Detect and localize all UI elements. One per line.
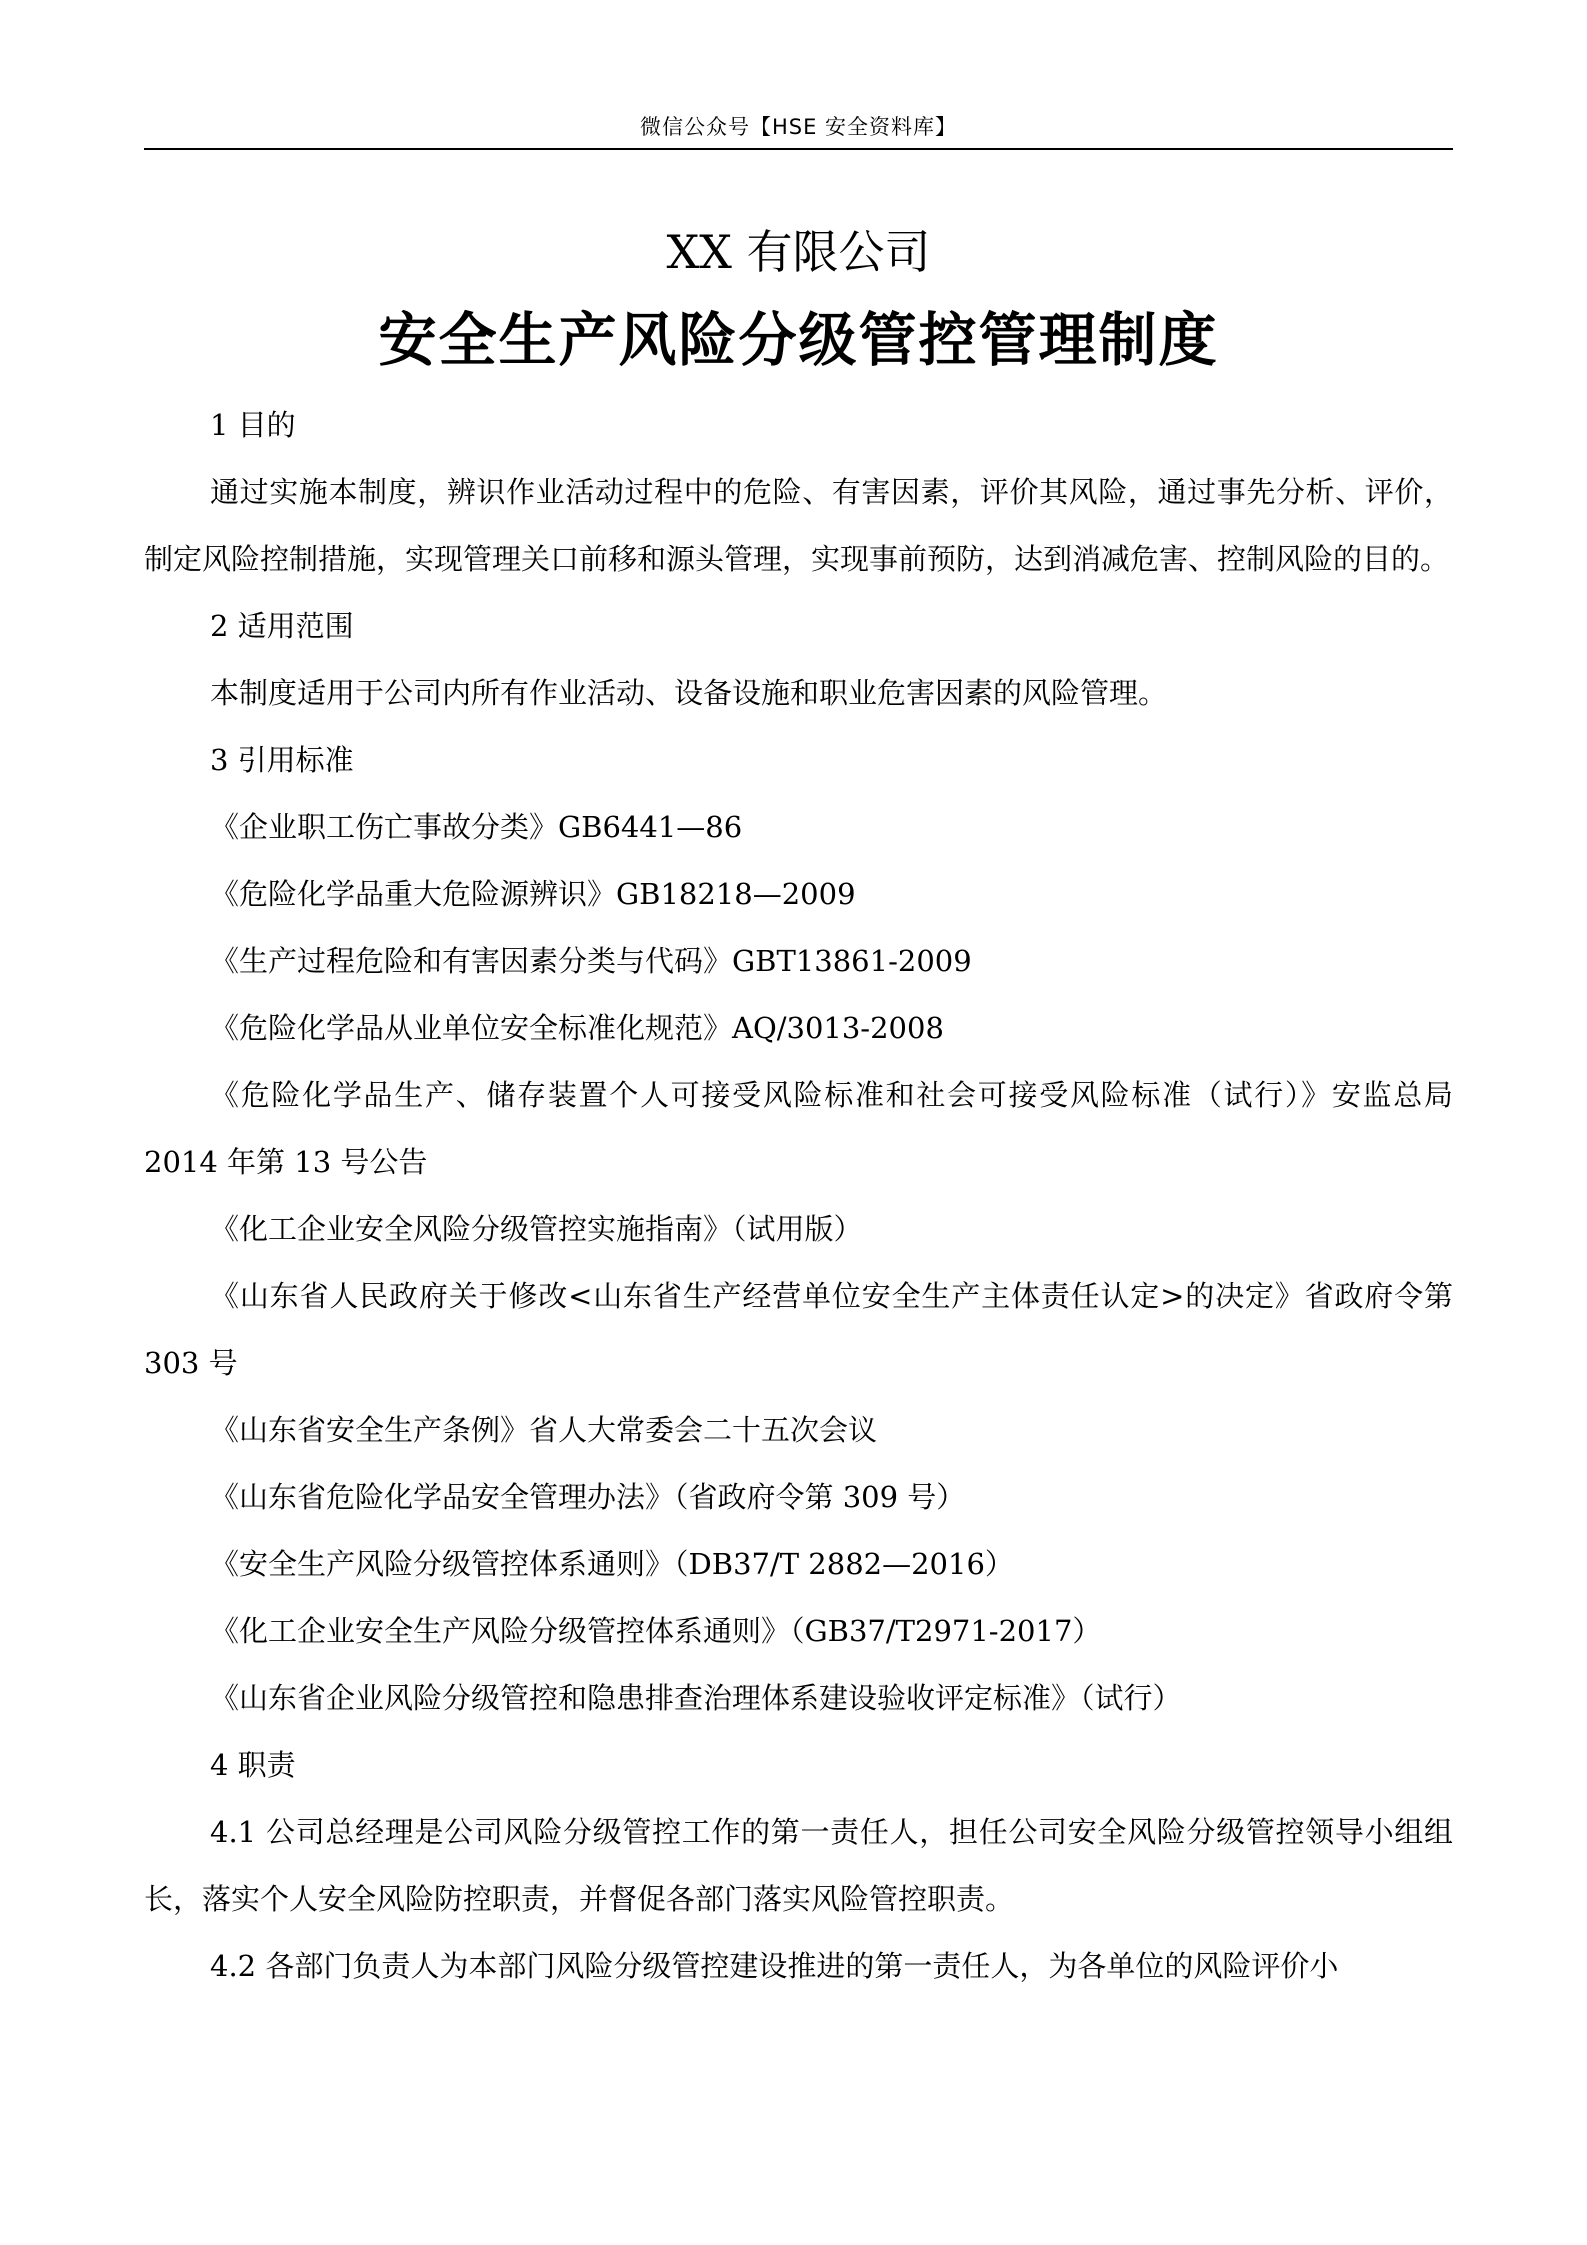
- document-title: 安全生产风险分级管控管理制度: [378, 306, 1219, 374]
- paragraph: 本制度适用于公司内所有作业活动、设备设施和职业危害因素的风险管理。: [210, 676, 1168, 710]
- paragraph: 通过实施本制度，辨识作业活动过程中的危险、有害因素，评价其风险，通过事先分析、评价，制定风险控制措施，实现管理关口前移和源头管理，实现事前预防，达到消减危害、控制风险的目的。: [144, 475, 1453, 576]
- reference-item: 《山东省企业风险分级管控和隐患排查治理体系建设验收评定标准》（试行）: [210, 1681, 1182, 1715]
- reference-item: 《危险化学品从业单位安全标准化规范》AQ/3013-2008: [210, 1011, 944, 1045]
- reference-item: 《化工企业安全风险分级管控实施指南》（试用版）: [210, 1212, 863, 1246]
- section-heading: 2 适用范围: [210, 609, 354, 643]
- reference-item: 《企业职工伤亡事故分类》GB6441—86: [210, 810, 743, 844]
- section-heading: 3 引用标准: [210, 743, 354, 777]
- paragraph: 4.1 公司总经理是公司风险分级管控工作的第一责任人，担任公司安全风险分级管控领导小组组长，落实个人安全风险防控职责，并督促各部门落实风险管控职责。: [144, 1815, 1453, 1916]
- company-name: XX 有限公司: [666, 225, 931, 279]
- reference-item: 《山东省人民政府关于修改<山东省生产经营单位安全生产主体责任认定>的决定》省政府令第 303 号: [144, 1279, 1453, 1380]
- reference-item: 《危险化学品重大危险源辨识》GB18218—2009: [210, 877, 856, 911]
- section-heading: 4 职责: [210, 1748, 296, 1782]
- page-header: 微信公众号【HSE 安全资料库】: [639, 115, 958, 139]
- section-heading: 1 目的: [210, 408, 296, 442]
- reference-item: 《危险化学品生产、储存装置个人可接受风险标准和社会可接受风险标准（试行）》安监总局 2014 年第 13 号公告: [144, 1078, 1453, 1179]
- reference-item: 《生产过程危险和有害因素分类与代码》GBT13861-2009: [210, 944, 972, 978]
- document-body: [144, 392, 1453, 2000]
- reference-item: 《安全生产风险分级管控体系通则》（DB37/T 2882—2016）: [210, 1547, 1014, 1581]
- reference-item: 《山东省安全生产条例》省人大常委会二十五次会议: [210, 1413, 878, 1447]
- reference-item: 《化工企业安全生产风险分级管控体系通则》（GB37/T2971-2017）: [210, 1614, 1102, 1648]
- header-divider: [144, 148, 1453, 150]
- reference-item: 《山东省危险化学品安全管理办法》（省政府令第 309 号）: [210, 1480, 966, 1514]
- paragraph: 4.2 各部门负责人为本部门风险分级管控建设推进的第一责任人，为各单位的风险评价小: [210, 1949, 1339, 1983]
